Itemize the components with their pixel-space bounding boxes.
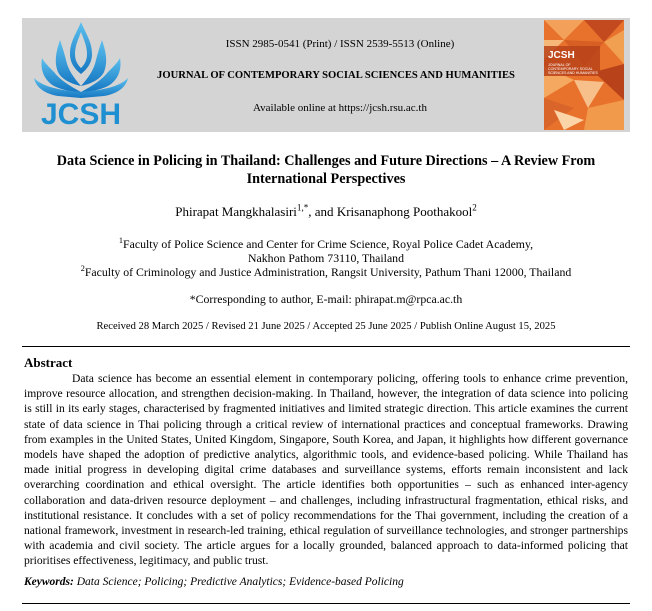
svg-text:JCSH: JCSH [40, 98, 122, 130]
corresponding-author: *Corresponding to author, E-mail: phirapat.m@rpca.ac.th [189, 292, 463, 306]
affiliation-1-line-2: Nakhon Pathom 73110, Thailand [248, 251, 404, 265]
author-line [0, 204, 652, 220]
cover-journal-name: JOURNAL OF CONTEMPORARY SOCIAL SCIENCES AND HUMANITIES [548, 63, 598, 75]
article-dates: Received 28 March 2025 / Revised 21 June 2025 / Accepted 25 June 2025 / Publish Online August 15, 2025 [96, 321, 556, 332]
journal-name: JOURNAL OF CONTEMPORARY SOCIAL SCIENCES AND HUMANITIES [157, 70, 515, 81]
affiliation-2-mark: 2 [80, 264, 85, 274]
top-divider [22, 346, 630, 347]
journal-header [22, 18, 630, 132]
affiliation-2-text: Faculty of Criminology and Justice Administration, Rangsit University, Pathum Thani 12000, Thailand [84, 265, 572, 279]
cover-acronym: JCSH [548, 50, 575, 61]
cover-pattern [544, 20, 624, 130]
affiliation-1-mark: 1 [118, 236, 124, 246]
author-2: Krisanaphong Poothakool [336, 204, 473, 219]
online-url-line: Available online at https://jcsh.rsu.ac.th [253, 102, 427, 114]
journal-cover-image [544, 20, 624, 130]
abstract-body: Data science has become an essential element in contemporary policing, offering tools to enhance crime prevention, improve resource allocation, and strengthen decision-making. In Thailand, however, the integration of data science into policing is still in its early stages, characterised by fragmented initiatives and limited strategic direction. This article examines the current state of data science in Thai policing through a critical review of international practices and conceptual frameworks. Drawing from examples in the United States, United Kingdom, Singapore, South Korea, and Japan, it highlights how different governance models have shaped the adoption of predictive analytics, algorithmic tools, and evidence-based policing. While Thailand has made initial progress in developing digital crime databases and surveillance systems, efforts remain inconsistent and lack overarching coordination and ethical oversight. The article identifies both opportunities – such as enhanced inter-agency collaboration and data-driven resource deployment – and challenges, including infrastructural fragmentation, ethical risks, and institutional resistance. It concludes with a set of policy recommendations for the Thai government, including the creation of a national framework, investment in research-led training, ethical regulation of surveillance technologies, and stronger partnerships with academia and civil society. The article argues for a locally grounded, balanced approach to data-informed policing that prioritises effectiveness, legitimacy, and public trust. [24, 372, 628, 568]
keywords-label: Keywords: [24, 576, 74, 588]
bottom-divider [22, 603, 630, 604]
issn-line: ISSN 2985-0541 (Print) / ISSN 2539-5513 (Online) [225, 38, 455, 50]
author-1: Phirapat Mangkhalasiri [175, 204, 297, 219]
author-1-affiliation-mark: 1,* [296, 202, 309, 213]
abstract-heading: Abstract [24, 355, 73, 370]
jcsh-logo [26, 20, 136, 130]
author-separator: , and [308, 204, 337, 219]
keywords-text: Data Science; Policing; Predictive Analytics; Evidence-based Policing [73, 576, 404, 588]
affiliation-1 [0, 237, 652, 251]
author-2-affiliation-mark: 2 [472, 202, 477, 213]
affiliation-1-line-1: Faculty of Police Science and Center for Crime Science, Royal Police Cadet Academy, [123, 237, 534, 251]
keywords-line [24, 576, 404, 588]
article-title: Data Science in Policing in Thailand: Challenges and Future Directions – A Review From International Perspectives [56, 153, 596, 187]
affiliation-2 [0, 265, 652, 279]
